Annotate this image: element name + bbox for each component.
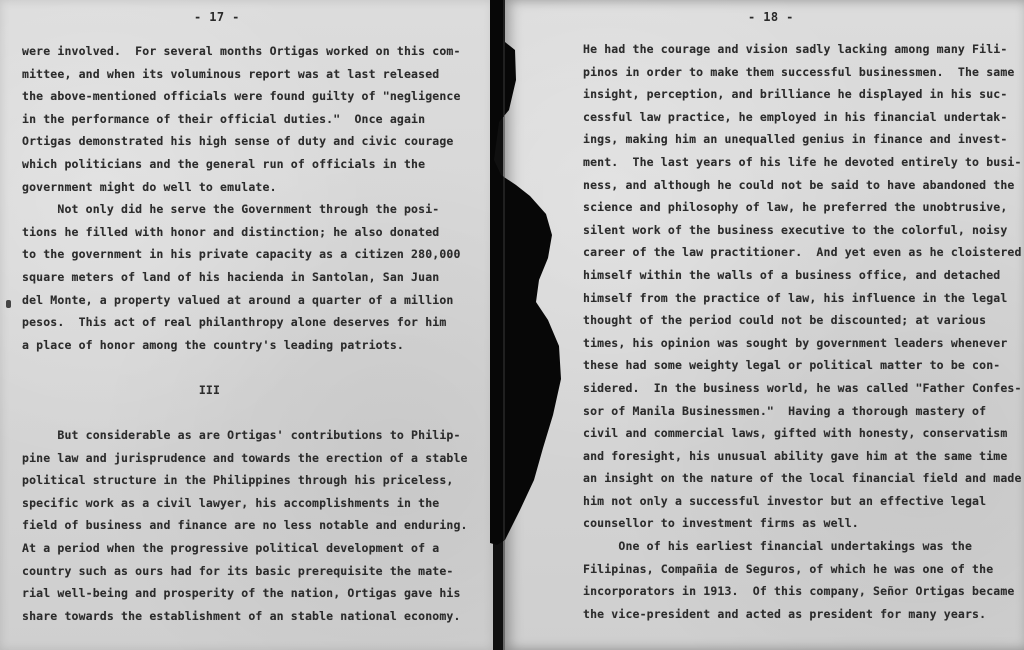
right-page — [503, 0, 1024, 650]
left-page — [0, 0, 493, 650]
page-number-18: - 18 - — [748, 10, 794, 24]
right-page-text: He had the courage and vision sadly lacking among many Fili- pinos in order to make them successful businessmen. The same insight, perception, and brilliance he displayed in his suc- cessful law practice, he employed in his financial undertak- ings, making him an unequalled genius in finance and invest- ment. The last years of his life he devoted entirely to busi- ness, and although he could not be said to have abandoned the science and philosophy of law, he preferred the unobtrusive, silent work of the business executive to the colorful, noisy career of the law practitioner. And yet even as he cloistered himself within the walls of a business office, and detached himself from the practice of law, his influence in the legal thought of the period could not be discounted; at various times, his opinion was sought by government leaders whenever these had some weighty legal or political matter to be con- sidered. In the business world, he was called "Father Confes- sor of Manila Businessmen." Having a thorough mastery of civil and commercial laws, gifted with honesty, conservatism and foresight, his unusual ability gave him at the same time an insight on the nature of the local financial field and made him not only a successful investor but an effective legal counsellor to investment firms as well. One of his earliest financial undertakings was the Filipinas, Compañia de Seguros, of which he was one of the incorporators in 1913. Of this company, Señor Ortigas became the vice-president and acted as president for many years. — [583, 42, 1022, 621]
margin-ink-mark — [6, 300, 11, 308]
page-number-17: - 17 - — [194, 10, 240, 24]
left-page-text: were involved. For several months Ortigas worked on this com- mittee, and when its voluminous report was at last released the above-mentioned officials were found guilty of "negligence in the performance of their official duties." Once again Ortigas demonstrated his high sense of duty and civic courage which politicians and the general run of officials in the government might do well to emulate. Not only did he serve the Government through the posi- tions he filled with honor and distinction; he also donated to the government in his private capacity as a citizen 280,000 square meters of land of his hacienda in Santolan, San Juan del Monte, a property valued at around a quarter of a million pesos. This act of real philanthropy alone deserves for him a place of honor among the country's leading patriots. III But considerable as are Ortigas' contributions to Philip- pine law and jurisprudence and towards the erection of a stable political structure in the Philippines through his priceless, specific work as a civil lawyer, his accomplishments in the field of business and finance are no less notable and enduring. At a period when the progressive political development of a country such as ours had for its basic prerequisite the mate- rial well-being and prosperity of the nation, Ortigas gave his share towards the establishment of an stable national economy. — [22, 44, 468, 623]
gutter-shadow — [493, 0, 503, 650]
